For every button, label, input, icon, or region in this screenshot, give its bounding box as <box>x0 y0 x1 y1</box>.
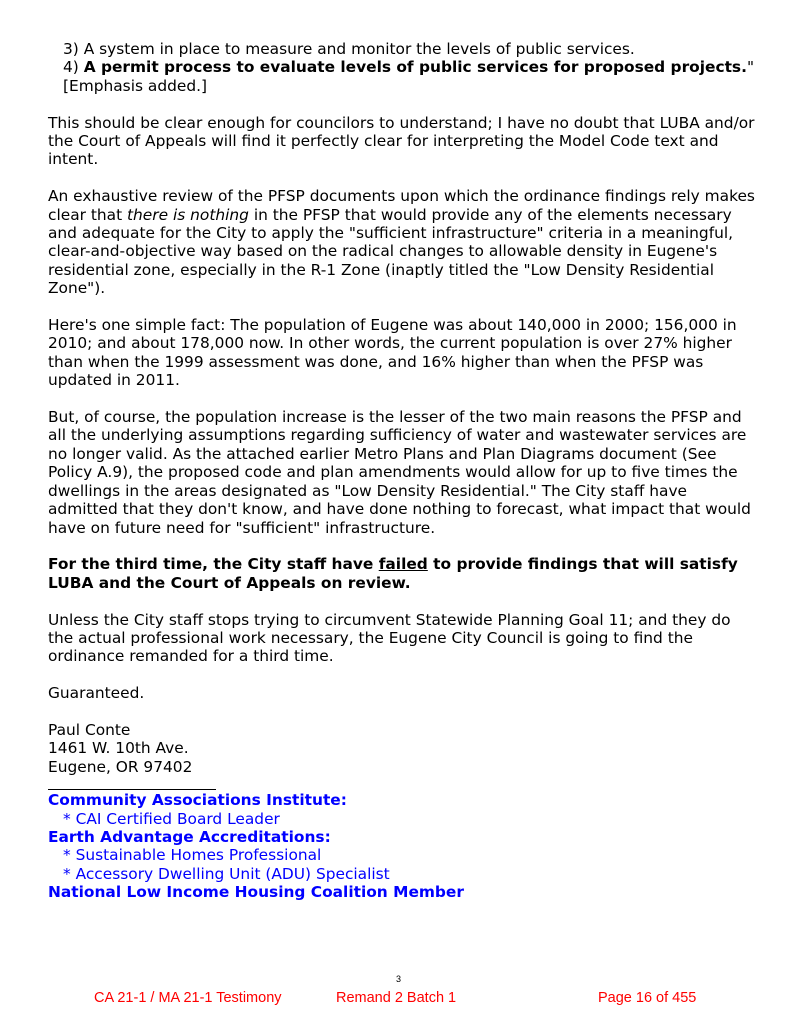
paragraph-2-text-b: in the PFSP that would provide any of the elements necessary and adequate for the City to apply the "sufficient infrastructure" criteria in a meaningful, clear-and-objective way based on the radical changes to allowable density in Eugene's residential zone, especially in the R-1 Zone (inaptly titled the "Low Density Residential Zone"). <box>48 205 734 298</box>
paragraph-1: This should be clear enough for councilors to understand; I have no doubt that LUBA and/or the Court of Appeals will find it perfectly clear for interpreting the Model Code text and intent. <box>48 113 755 169</box>
signature-address-2: Eugene, OR 97402 <box>48 757 193 776</box>
credential-org-1: Community Associations Institute: <box>48 791 347 810</box>
signature-address-1: 1461 W. 10th Ave. <box>48 739 189 758</box>
signature-divider <box>48 789 216 790</box>
credential-org-2: Earth Advantage Accreditations: <box>48 827 331 846</box>
credentials-block <box>48 791 760 901</box>
list-item-3: 3) A system in place to measure and monitor the levels of public services. <box>63 40 635 58</box>
list-item-4-suffix: " [Emphasis added.] <box>63 58 755 95</box>
page-footer <box>0 974 800 1014</box>
paragraph-4: But, of course, the population increase is the lesser of the two main reasons the PFSP and all the underlying assumptions regarding sufficiency of water and wastewater services are no longer valid. As the attached earlier Metro Plans and Plan Diagrams document (See Policy A.9), the proposed code and plan amendments would allow for up to five times the dwellings in the areas designated as "Low Density Residential." The City staff have admitted that they don't know, and have done nothing to forecast, what impact that would have on future need for "sufficient" infrastructure. <box>48 408 751 537</box>
list-item-4-bold: A permit process to evaluate levels of public services for proposed projects. <box>83 58 747 77</box>
paragraph-3: Here's one simple fact: The population of Eugene was about 140,000 in 2000; 156,000 in 2010; and about 178,000 now. In other words, the current population is over 27% higher than when the 1999 assessment was done, and 16% higher than when the PFSP was updated in 2011. <box>48 316 737 390</box>
paragraph-7: Guaranteed. <box>48 684 145 703</box>
paragraph-2 <box>48 187 760 297</box>
paragraph-5-text-a: For the third time, the City staff have <box>48 555 379 574</box>
paragraph-2-italic: there is nothing <box>127 205 249 224</box>
paragraph-6: Unless the City staff stops trying to circumvent Statewide Planning Goal 11; and they do the actual professional work necessary, the Eugene City Council is going to find the ordinance remanded for a third time. <box>48 610 731 666</box>
credential-org-3: National Low Income Housing Coalition Member <box>48 883 464 902</box>
footer-batch: Remand 2 Batch 1 <box>336 990 457 1006</box>
list-item-4 <box>48 58 760 95</box>
footer-page-count: Page 16 of 455 <box>598 990 697 1006</box>
credential-org-2-item-2: * Accessory Dwelling Unit (ADU) Specialist <box>63 864 390 883</box>
paragraph-5-underline: failed <box>378 555 428 574</box>
paragraph-2-text-a: An exhaustive review of the PFSP documents upon which the ordinance findings rely makes clear that <box>48 187 755 224</box>
list-item-4-prefix: 4) <box>63 58 84 77</box>
document-body <box>48 40 760 902</box>
credential-org-2-item-1: * Sustainable Homes Professional <box>63 846 322 865</box>
credential-org-1-item: * CAI Certified Board Leader <box>63 809 280 828</box>
footer-document-id: CA 21-1 / MA 21-1 Testimony <box>94 990 282 1006</box>
paragraph-5-text-b: to provide findings that will satisfy LUBA and the Court of Appeals on review. <box>48 555 738 592</box>
page-number: 3 <box>396 974 402 984</box>
signature-block <box>48 721 760 776</box>
signature-name: Paul Conte <box>48 720 131 739</box>
paragraph-5-bold <box>48 555 760 592</box>
